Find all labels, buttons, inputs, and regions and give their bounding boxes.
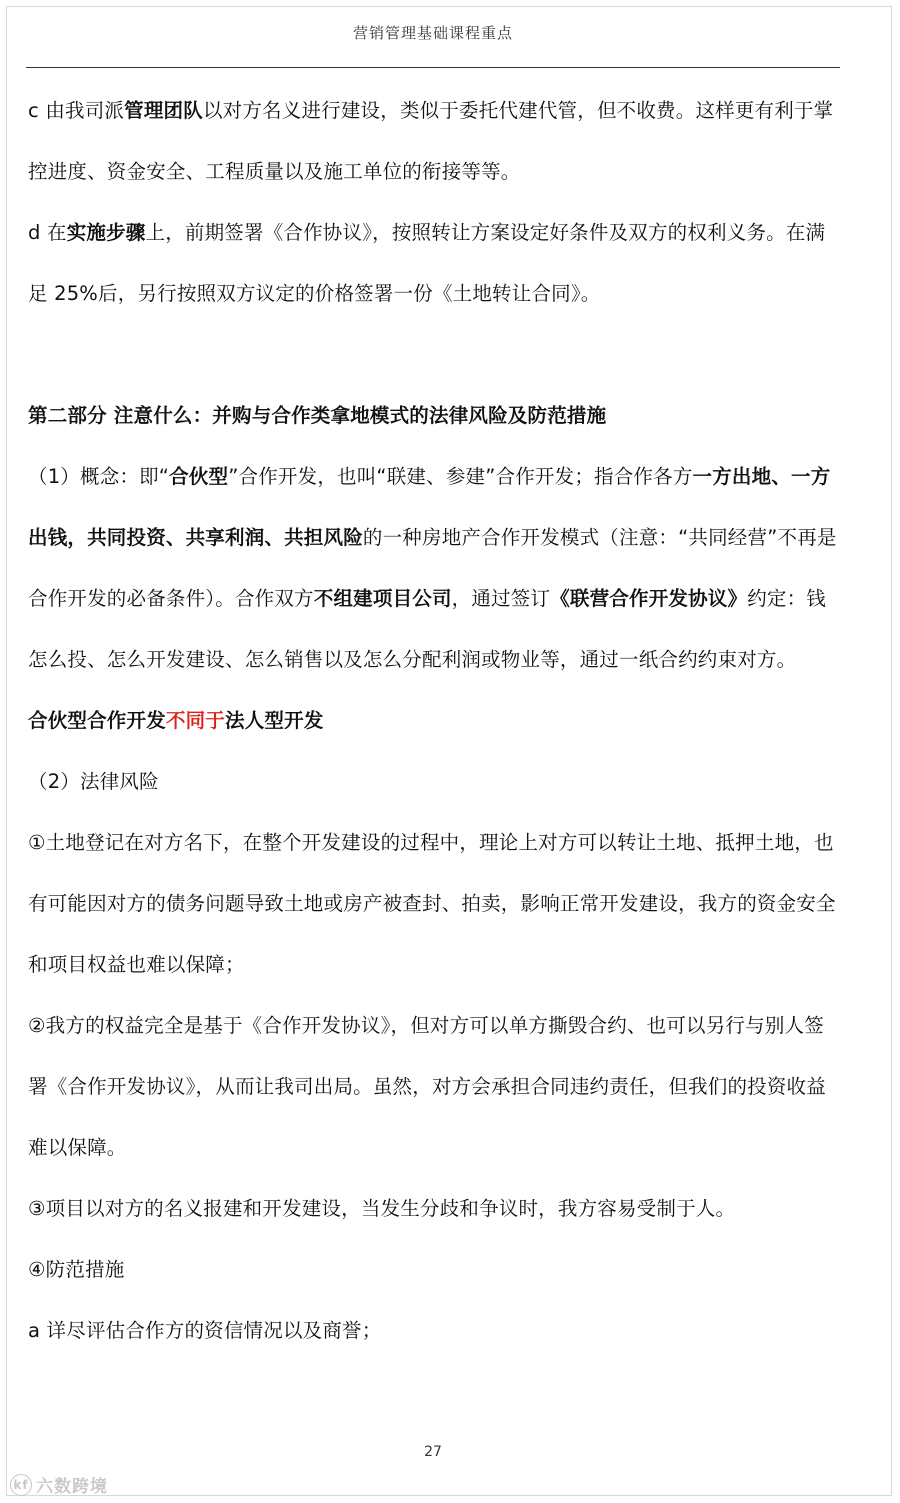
paragraph-concept (28, 446, 840, 690)
bold-segment: 实施步骤 (66, 221, 146, 244)
watermark-logo-icon: kf (10, 1474, 32, 1496)
text-segment: d 在 (28, 221, 67, 244)
page-number: 27 (424, 1444, 442, 1460)
measure-a: a 详尽评估合作方的资信情况以及商誉； (28, 1319, 382, 1342)
blank-line (28, 324, 840, 385)
page-header-title: 营销管理基础课程重点 (352, 24, 513, 42)
bold-segment: 管理团队 (124, 99, 203, 122)
watermark (10, 1472, 108, 1497)
bold-segment: 法人型开发 (225, 709, 324, 732)
text-segment: （1）概念：即“ (28, 465, 170, 488)
bold-segment: 《联营合作开发协议》 (550, 587, 748, 610)
text-segment: ，通过签订 (451, 587, 551, 610)
header-divider (26, 67, 840, 68)
measures-title: ④防范措施 (28, 1258, 125, 1281)
text-segment: c 由我司派 (28, 99, 125, 122)
text-segment: 约定：钱怎么投、怎么开发建设、怎么销售以及怎么分配利润或物业等，通过一纸合约约束对方。 (28, 587, 827, 671)
bold-segment: 不组建项目公司 (313, 587, 452, 610)
text-segment: ”合作开发，也叫“联建、参建”合作开发；指合作各方 (228, 465, 693, 488)
bold-segment: 一方出地、一方出钱，共同投资、共享利润、共担风险 (28, 465, 831, 549)
text-segment: 以对方名义进行建设，类似于委托代建代管，但不收费。这样更有利于掌控进度、资金安全、工程质量以及施工单位的衔接等等。 (28, 99, 834, 183)
risk-title: （2）法律风险 (28, 770, 159, 793)
risk-item-2: ②我方的权益完全是基于《合作开发协议》，但对方可以单方撕毁合约、也可以另行与别人签署《合作开发协议》，从而让我司出局。虽然，对方会承担合同违约责任，但我们的投资收益难以保障。 (28, 1014, 826, 1159)
text-segment: 上，前期签署《合作协议》，按照转让方案设定好条件及双方的权利义务。在满足 25%后，另行按照双方议定的价格签署一份《土地转让合同》。 (28, 221, 826, 305)
document-body (28, 80, 840, 1361)
paragraph-d (28, 202, 840, 324)
paragraph-c (28, 80, 840, 202)
red-highlight: 不同于 (165, 709, 226, 732)
bold-segment: 合伙型合作开发 (28, 709, 166, 732)
risk-item-1: ①土地登记在对方名下，在整个开发建设的过程中，理论上对方可以转让土地、抵押土地，也有可能因对方的债务问题导致土地或房产被查封、拍卖，影响正常开发建设，我方的资金安全和项目权益也难以保障； (28, 831, 836, 976)
watermark-text: 六数跨境 (36, 1477, 108, 1497)
section-heading-part2: 第二部分 注意什么：并购与合作类拿地模式的法律风险及防范措施 (28, 404, 607, 427)
bold-segment: 合伙型 (169, 465, 229, 488)
risk-item-3: ③项目以对方的名义报建和开发建设，当发生分歧和争议时，我方容易受制于人。 (28, 1197, 736, 1220)
paragraph-compare (28, 690, 840, 751)
text-segment: 的一种房地产合作开发模式（注意：“共同经营”不再是合作开发的必备条件）。合作双方 (28, 526, 837, 610)
